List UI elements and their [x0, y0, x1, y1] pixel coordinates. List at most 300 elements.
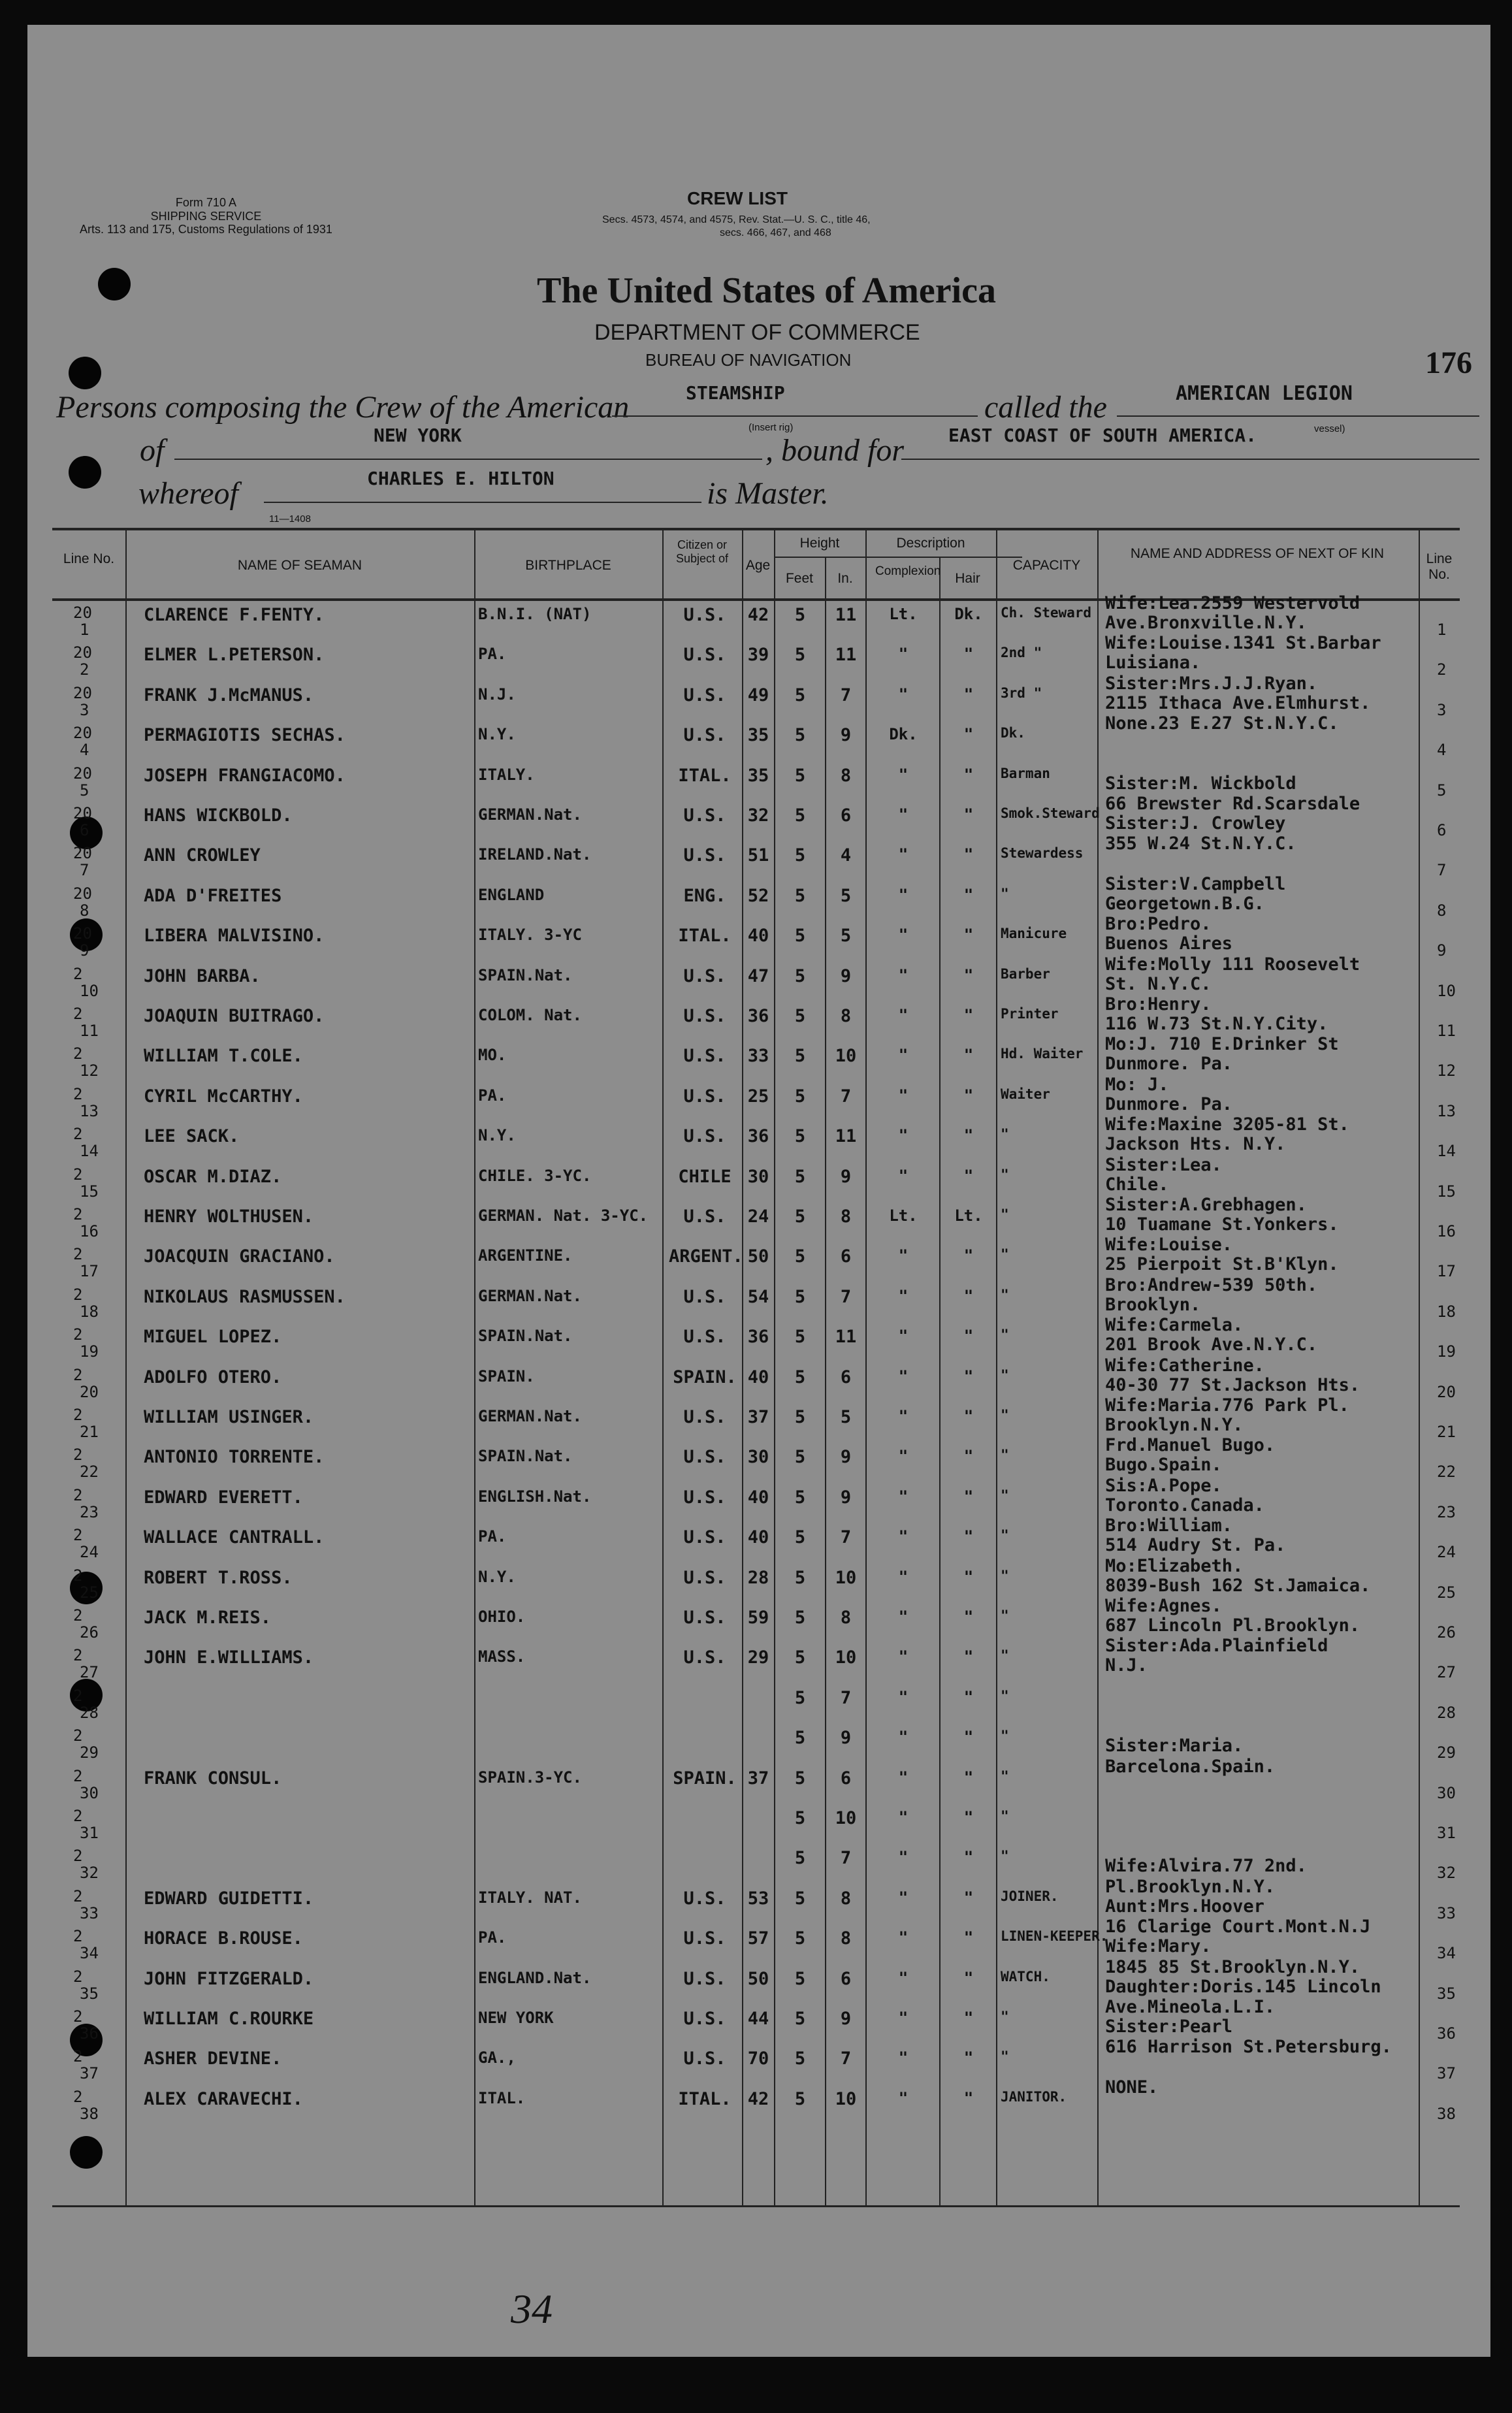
kin-line-2: Luisiana.: [1105, 653, 1201, 673]
kin-line-1: 616 Harrison St.Petersburg.: [1105, 2037, 1392, 2058]
col-line-no: Line No.: [63, 551, 115, 566]
kin-line-1: Sister:Lea.: [1105, 1154, 1222, 1175]
next-of-kin: [1105, 2077, 1158, 2116]
birthplace: N.J.: [478, 685, 516, 704]
kin-line-1: 16 Clarige Court.Mont.N.J: [1105, 1917, 1371, 1937]
birthplace: SPAIN.3-YC.: [478, 1768, 582, 1787]
kin-line-2: 2115 Ithaca Ave.Elmhurst.: [1105, 692, 1371, 713]
hair: ": [963, 1888, 974, 1907]
hair: ": [963, 1928, 974, 1947]
height-feet: 5: [794, 1006, 806, 1026]
page-number: 176: [1425, 346, 1472, 380]
col-height: Height: [799, 536, 840, 551]
complexion: ": [898, 645, 909, 664]
next-of-kin: [1105, 1275, 1317, 1314]
citizen-of: U.S.: [683, 1126, 726, 1147]
row-line-number-right: 13: [1437, 1101, 1456, 1120]
punch-hole: [70, 2136, 103, 2169]
kin-line-2: [1105, 733, 1339, 753]
capacity: Barman: [1001, 765, 1050, 781]
birthplace: PA.: [478, 1928, 507, 1947]
row-line-number: 11: [80, 1022, 99, 1040]
row-line-prefix: 2: [73, 1726, 83, 1745]
height-feet: 5: [794, 1286, 806, 1307]
row-line-number-right: 36: [1437, 2024, 1456, 2043]
birthplace: ENGLAND.Nat.: [478, 1968, 592, 1987]
hair: Lt.: [954, 1206, 983, 1225]
capacity: ": [1001, 885, 1009, 901]
height-inches: 4: [840, 845, 852, 866]
list-title: CREW LIST: [687, 188, 788, 208]
capacity: WATCH.: [1001, 1968, 1050, 1984]
row-line-number: 16: [80, 1222, 99, 1240]
citizen-of: ITAL.: [678, 2088, 732, 2109]
col-citizen: Citizen or Subject of: [675, 538, 729, 565]
height-feet: 5: [794, 1968, 806, 1989]
age: 32: [747, 805, 769, 826]
row-line-number-right: 26: [1437, 1623, 1456, 1642]
next-of-kin: [1105, 834, 1296, 873]
age: 50: [747, 1968, 769, 1989]
crew-row: [52, 1114, 1460, 1161]
seaman-name: NIKOLAUS RASMUSSEN.: [144, 1286, 346, 1307]
citizen-of: U.S.: [683, 2049, 726, 2069]
next-of-kin: [1105, 1957, 1381, 1996]
complexion: ": [898, 1327, 909, 1346]
seaman-name: ALEX CARAVECHI.: [144, 2088, 303, 2109]
row-line-number-right: 30: [1437, 1783, 1456, 1802]
complexion: ": [898, 1608, 909, 1626]
row-line-prefix: 2: [73, 2047, 83, 2066]
crew-row: [52, 1756, 1460, 1803]
kin-line-2: [1105, 2056, 1392, 2076]
kin-line-1: Bro:William.: [1105, 1515, 1233, 1536]
birthplace: NEW YORK: [478, 2009, 554, 2027]
citizen-of: U.S.: [683, 1006, 726, 1026]
seaman-name: JOSEPH FRANGIACOMO.: [144, 765, 346, 786]
height-feet: 5: [794, 1808, 806, 1828]
citizen-of: SPAIN.: [673, 1367, 737, 1387]
age: 28: [747, 1567, 769, 1588]
birthplace: PA.: [478, 645, 507, 664]
citizen-of: CHILE: [678, 1166, 732, 1187]
birthplace: N.Y.: [478, 1126, 516, 1145]
hair: ": [963, 1808, 974, 1826]
birthplace: ARGENTINE.: [478, 1246, 573, 1265]
kin-line-1: Ave.Mineola.L.I.: [1105, 1997, 1276, 2017]
kin-line-2: Daughter:Doris.145 Lincoln: [1105, 1976, 1381, 1997]
row-line-number-right: 8: [1437, 901, 1447, 920]
row-line-number: 32: [80, 1864, 99, 1883]
row-line-prefix: 20: [73, 643, 92, 662]
height-feet: 5: [794, 1086, 806, 1107]
citizen-of: U.S.: [683, 805, 726, 826]
height-inches: 11: [835, 605, 857, 625]
row-line-prefix: 2: [73, 1446, 83, 1465]
hair: ": [963, 1728, 974, 1747]
row-line-number-right: 31: [1437, 1824, 1456, 1842]
next-of-kin: [1105, 1155, 1222, 1194]
citizen-of: U.S.: [683, 1608, 726, 1628]
master-label: is Master.: [707, 476, 829, 511]
row-line-number: 3: [80, 700, 89, 719]
row-line-number-right: 15: [1437, 1182, 1456, 1201]
height-feet: 5: [794, 1608, 806, 1628]
capacity: 3rd ": [1001, 685, 1042, 701]
age: 36: [747, 1126, 769, 1147]
next-of-kin: [1105, 1395, 1349, 1434]
kin-line-2: Brooklyn.N.Y.: [1105, 1415, 1244, 1435]
row-line-prefix: 2: [73, 1927, 83, 1946]
citizen-of: U.S.: [683, 1567, 726, 1588]
kin-line-2: N.J.: [1105, 1655, 1148, 1676]
kin-line-1: Mo:J. 710 E.Drinker St: [1105, 1034, 1339, 1055]
birthplace: N.Y.: [478, 725, 516, 744]
seaman-name: ANN CROWLEY: [144, 845, 261, 866]
kin-line-2: 687 Lincoln Pl.Brooklyn.: [1105, 1615, 1360, 1636]
hair: ": [963, 1447, 974, 1466]
height-inches: 7: [840, 1848, 852, 1869]
capacity: JOINER.: [1001, 1888, 1059, 1904]
col-inches: In.: [837, 571, 853, 586]
row-line-number-right: 37: [1437, 2064, 1456, 2083]
bound-label: , bound for: [765, 433, 905, 468]
height-feet: 5: [794, 1527, 806, 1548]
height-inches: 10: [835, 1567, 857, 1588]
row-line-prefix: 20: [73, 924, 92, 943]
hair: ": [963, 1286, 974, 1305]
row-line-prefix: 2: [73, 1807, 83, 1825]
capacity: Printer: [1001, 1006, 1059, 1022]
row-line-prefix: 2: [73, 1967, 83, 1986]
height-feet: 5: [794, 805, 806, 826]
row-line-number: 2: [80, 660, 89, 679]
port-underline: [174, 459, 762, 460]
height-feet: 5: [794, 845, 806, 866]
row-line-number: 31: [80, 1824, 99, 1842]
height-feet: 5: [794, 1206, 806, 1227]
row-line-number: 6: [80, 821, 89, 839]
row-line-prefix: 2: [73, 1485, 83, 1504]
height-feet: 5: [794, 1848, 806, 1869]
called-label: called the: [984, 390, 1107, 425]
next-of-kin: [1105, 1114, 1349, 1154]
height-feet: 5: [794, 2088, 806, 2109]
capacity: ": [1001, 1808, 1009, 1824]
birthplace: PA.: [478, 1086, 507, 1105]
row-line-prefix: 20: [73, 724, 92, 743]
row-line-number-right: 20: [1437, 1382, 1456, 1401]
height-inches: 9: [840, 2009, 852, 2029]
capacity: Dk.: [1001, 725, 1025, 741]
vessel-type-value: STEAMSHIP: [686, 382, 785, 404]
destination-value: EAST COAST OF SOUTH AMERICA.: [948, 425, 1257, 446]
seaman-name: ANTONIO TORRENTE.: [144, 1447, 325, 1468]
row-line-prefix: 2: [73, 2007, 83, 2026]
seaman-name: ROBERT T.ROSS.: [144, 1567, 293, 1588]
col-next-of-kin: NAME AND ADDRESS OF NEXT OF KIN: [1130, 546, 1385, 561]
row-line-number: 33: [80, 1903, 99, 1922]
age: 37: [747, 1768, 769, 1789]
kin-line-1: 66 Brewster Rd.Scarsdale: [1105, 794, 1360, 814]
height-inches: 8: [840, 1006, 852, 1026]
next-of-kin: [1105, 673, 1370, 713]
height-inches: 5: [840, 1407, 852, 1427]
row-line-number: 17: [80, 1262, 99, 1281]
capacity: ": [1001, 1848, 1009, 1864]
next-of-kin: [1105, 1435, 1275, 1474]
next-of-kin: [1105, 914, 1232, 953]
citizen-of: U.S.: [683, 965, 726, 986]
complexion: ": [898, 845, 909, 864]
citizen-of: SPAIN.: [673, 1768, 737, 1789]
persons-label: Persons composing the Crew of the American: [56, 390, 630, 425]
row-line-number-right: 17: [1437, 1262, 1456, 1281]
row-line-prefix: 2: [73, 1365, 83, 1384]
seaman-name: HENRY WOLTHUSEN.: [144, 1206, 314, 1227]
kin-line-2: Toronto.Canada.: [1105, 1495, 1264, 1515]
next-of-kin: [1105, 593, 1360, 632]
crew-row: [52, 873, 1460, 920]
kin-line-1: Barcelona.Spain.: [1105, 1756, 1276, 1777]
hair: ": [963, 1647, 974, 1666]
complexion: ": [898, 1447, 909, 1466]
next-of-kin: [1105, 1596, 1360, 1635]
row-line-number: 25: [80, 1583, 99, 1602]
complexion: Lt.: [889, 605, 918, 623]
row-line-number-right: 10: [1437, 981, 1456, 1000]
row-line-prefix: 20: [73, 604, 92, 622]
row-line-number: 22: [80, 1463, 99, 1482]
kin-line-2: 8039-Bush 162 St.Jamaica.: [1105, 1575, 1371, 1596]
hair: ": [963, 805, 974, 824]
row-line-prefix: 20: [73, 764, 92, 783]
capacity: ": [1001, 1407, 1009, 1423]
row-line-prefix: 2: [73, 1165, 83, 1184]
height-inches: 6: [840, 1768, 852, 1789]
seaman-name: MIGUEL LOPEZ.: [144, 1327, 282, 1348]
seaman-name: JOHN BARBA.: [144, 965, 261, 986]
row-line-number: 10: [80, 981, 99, 1000]
complexion: ": [898, 1647, 909, 1666]
height-feet: 5: [794, 685, 806, 705]
capacity: ": [1001, 1367, 1009, 1383]
row-line-number-right: 2: [1437, 660, 1447, 679]
next-of-kin: [1105, 1997, 1275, 2036]
kin-line-1: Sister:V.Campbell: [1105, 873, 1286, 894]
age: 42: [747, 2088, 769, 2109]
hair: ": [963, 1567, 974, 1586]
height-feet: 5: [794, 605, 806, 625]
capacity: ": [1001, 1246, 1009, 1263]
row-line-prefix: 2: [73, 1045, 83, 1063]
complexion: ": [898, 1808, 909, 1826]
kin-line-2: Sister:Maria.: [1105, 1736, 1244, 1757]
citizen-of: U.S.: [683, 1206, 726, 1227]
vessel-name-value: AMERICAN LEGION: [1176, 382, 1353, 405]
row-line-number: 12: [80, 1061, 99, 1080]
row-line-prefix: 2: [73, 964, 83, 983]
age: 49: [747, 685, 769, 705]
complexion: ": [898, 765, 909, 784]
hair: ": [963, 926, 974, 945]
crew-row: [52, 1683, 1460, 1723]
form-number: Form 710 A: [175, 196, 236, 209]
hair: ": [963, 765, 974, 784]
complexion: ": [898, 2049, 909, 2067]
seaman-name: JOHN E.WILLIAMS.: [144, 1647, 314, 1668]
col-birthplace: BIRTHPLACE: [525, 558, 611, 573]
handwritten-note: 34: [511, 2286, 553, 2332]
complexion: ": [898, 805, 909, 824]
height-feet: 5: [794, 2049, 806, 2069]
punch-hole: [69, 357, 101, 389]
kin-line-2: Sister:Pearl: [1105, 2016, 1233, 2037]
kin-line-1: 355 W.24 St.N.Y.C.: [1105, 834, 1296, 854]
birthplace: PA.: [478, 1527, 507, 1546]
complexion: ": [898, 1928, 909, 1947]
citizen-of: U.S.: [683, 1286, 726, 1307]
row-line-number-right: 16: [1437, 1222, 1456, 1240]
age: 40: [747, 1527, 769, 1548]
kin-line-2: [1105, 2097, 1158, 2116]
seaman-name: ASHER DEVINE.: [144, 2049, 282, 2069]
complexion: ": [898, 2009, 909, 2027]
height-inches: 5: [840, 926, 852, 947]
row-line-number-right: 27: [1437, 1663, 1456, 1682]
capacity: Manicure: [1001, 926, 1067, 942]
row-line-number-right: 35: [1437, 1984, 1456, 2003]
row-line-number: 23: [80, 1502, 99, 1521]
age: 59: [747, 1608, 769, 1628]
next-of-kin: [1105, 1355, 1360, 1395]
capacity: ": [1001, 1567, 1009, 1583]
row-line-number-right: 7: [1437, 861, 1447, 880]
complexion: ": [898, 965, 909, 984]
row-line-prefix: 2: [73, 1125, 83, 1144]
complexion: ": [898, 1968, 909, 1987]
next-of-kin: [1105, 1034, 1339, 1073]
birthplace: MASS.: [478, 1647, 526, 1666]
row-line-number-right: 1: [1437, 621, 1447, 639]
complexion: ": [898, 926, 909, 945]
kin-line-1: Wife:Agnes.: [1105, 1596, 1222, 1616]
capacity: ": [1001, 1527, 1009, 1544]
of-label: of: [140, 433, 165, 468]
row-line-number: 1: [80, 621, 89, 639]
kin-line-1: [1105, 1836, 1307, 1856]
height-feet: 5: [794, 1246, 806, 1267]
row-line-number-right: 3: [1437, 700, 1447, 719]
seaman-name: FRANK CONSUL.: [144, 1768, 282, 1789]
row-line-number-right: 32: [1437, 1864, 1456, 1883]
row-line-number-right: 25: [1437, 1583, 1456, 1602]
height-feet: 5: [794, 1046, 806, 1067]
kin-line-1: Bro:Henry.: [1105, 994, 1212, 1014]
height-inches: 8: [840, 1928, 852, 1949]
crew-row: [52, 2037, 1460, 2083]
row-line-number: 19: [80, 1342, 99, 1361]
height-feet: 5: [794, 1367, 806, 1387]
col-complexion: Complexion: [875, 564, 941, 578]
punch-hole: [69, 456, 101, 489]
height-inches: 9: [840, 1728, 852, 1749]
row-line-number-right: 34: [1437, 1944, 1456, 1963]
destination-underline: [901, 459, 1479, 460]
complexion: ": [898, 1086, 909, 1105]
seaman-name: EDWARD EVERETT.: [144, 1487, 303, 1508]
kin-line-2: Buenos Aires: [1105, 933, 1233, 954]
age: 47: [747, 965, 769, 986]
seaman-name: JOHN FITZGERALD.: [144, 1968, 314, 1989]
height-inches: 6: [840, 805, 852, 826]
row-line-prefix: 2: [73, 1005, 83, 1023]
document-page: [27, 25, 1490, 2357]
rig-underline: [612, 415, 978, 417]
complexion: Dk.: [889, 725, 918, 744]
col-hair: Hair: [955, 571, 980, 586]
row-line-number: 36: [80, 2024, 99, 2043]
complexion: ": [898, 1888, 909, 1907]
col-capacity: CAPACITY: [1012, 558, 1081, 573]
height-feet: 5: [794, 1126, 806, 1147]
hair: ": [963, 685, 974, 704]
birthplace: GERMAN.Nat.: [478, 1407, 582, 1425]
height-feet: 5: [794, 1768, 806, 1789]
home-port-value: NEW YORK: [374, 425, 462, 446]
kin-line-1: Sister:Mrs.J.J.Ryan.: [1105, 673, 1318, 694]
kin-line-2: [1105, 853, 1296, 873]
hair: ": [963, 1768, 974, 1787]
kin-line-1: Wife:Molly 111 Roosevelt: [1105, 954, 1360, 975]
kin-line-1: Wife:Louise.1341 St.Barbar: [1105, 633, 1381, 654]
kin-line-2: Bugo.Spain.: [1105, 1455, 1222, 1476]
birthplace: SPAIN.Nat.: [478, 1327, 573, 1346]
row-line-number: 15: [80, 1182, 99, 1201]
age: 39: [747, 645, 769, 666]
row-line-number: 27: [80, 1663, 99, 1682]
birthplace: ITAL.: [478, 2088, 526, 2107]
height-feet: 5: [794, 1447, 806, 1468]
height-feet: 5: [794, 1687, 806, 1708]
row-line-number-right: 9: [1437, 941, 1447, 960]
kin-line-1: Sister:A.Grebhagen.: [1105, 1195, 1307, 1215]
row-line-prefix: 2: [73, 1526, 83, 1545]
complexion: Lt.: [889, 1206, 918, 1225]
kin-line-1: Bro:Pedro.: [1105, 914, 1212, 935]
seaman-name: HORACE B.ROUSE.: [144, 1928, 303, 1949]
birthplace: GERMAN.Nat.: [478, 1286, 582, 1305]
height-inches: 7: [840, 1687, 852, 1708]
height-inches: 8: [840, 1888, 852, 1909]
seaman-name: PERMAGIOTIS SECHAS.: [144, 725, 346, 746]
next-of-kin: [1105, 713, 1339, 753]
age: 40: [747, 926, 769, 947]
row-line-prefix: 20: [73, 884, 92, 903]
citizen-of: U.S.: [683, 1447, 726, 1468]
col-age: Age: [745, 558, 771, 573]
country-title: The United States of America: [537, 270, 997, 311]
complexion: ": [898, 2088, 909, 2107]
form-service: SHIPPING SERVICE: [150, 209, 262, 223]
kin-line-1: Pl.Brooklyn.N.Y.: [1105, 1876, 1276, 1897]
next-of-kin: [1105, 1476, 1264, 1515]
row-line-number: 4: [80, 741, 89, 760]
height-inches: 10: [835, 1808, 857, 1828]
birthplace: SPAIN.Nat.: [478, 1447, 573, 1466]
birthplace: N.Y.: [478, 1567, 516, 1586]
kin-line-1: Bro:Andrew-539 50th.: [1105, 1274, 1318, 1295]
